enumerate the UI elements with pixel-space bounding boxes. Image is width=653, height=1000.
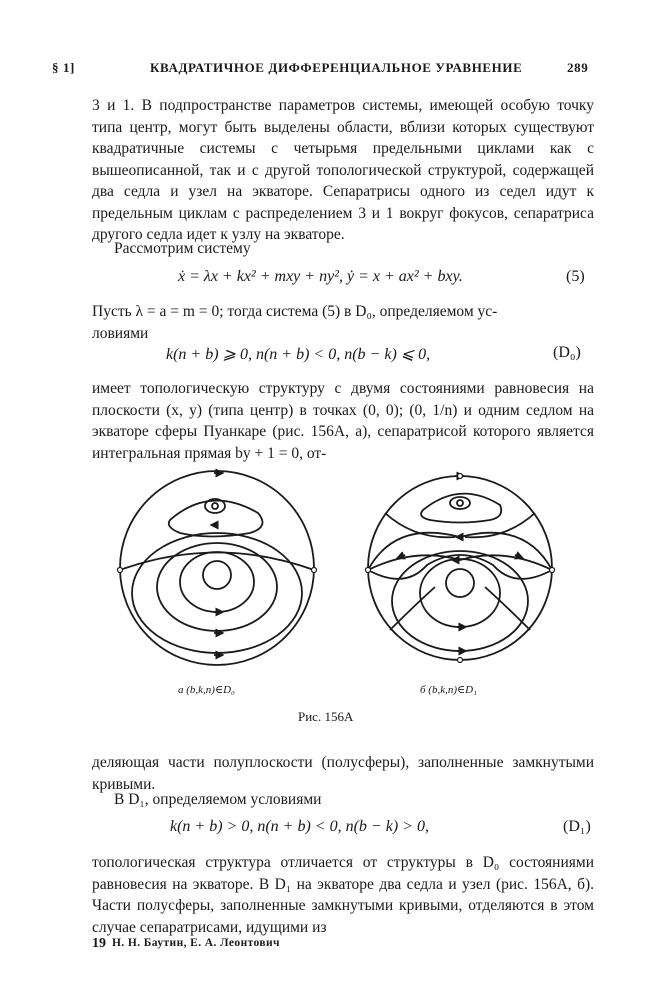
- paragraph-3-line1: Пусть λ = a = m = 0; тогда система (5) в D₀, определяемом ус-: [92, 303, 498, 320]
- lower-cycle-1-b: [392, 551, 528, 651]
- paragraph-1: [92, 95, 594, 246]
- footer-authors: Н. Н. Баутин, Е. А. Леонтович: [112, 937, 280, 949]
- paragraph-2: [92, 238, 594, 260]
- paragraph-3: [92, 301, 594, 344]
- equation-d0: k(n + b) ⩾ 0, n(n + b) < 0, n(b − k) ⩽ 0,: [166, 346, 431, 363]
- sphere-boundary-b: [368, 476, 552, 660]
- page-number: 289: [567, 60, 589, 75]
- equation-5: ẋ = λx + kx² + mxy + ny², ẏ = x + ax² + bxy.: [178, 268, 463, 285]
- paragraph-2-text: Рассмотрим систему: [114, 240, 251, 257]
- equator-node-bottom-b: [458, 658, 463, 663]
- paragraph-5-text: деляющая части полуплоскости (полусферы), заполненные замкнутыми кривыми.: [92, 754, 594, 793]
- figure-a-diagram: [110, 465, 330, 675]
- equator-node-top-b: [458, 474, 463, 479]
- figure-b-diagram: [355, 465, 575, 675]
- figure-a-label: a (b,k,n)∈D₀: [178, 684, 235, 696]
- figure-b-label: б (b,k,n)∈D₁: [420, 684, 477, 696]
- equation-d1: k(n + b) > 0, n(n + b) < 0, n(b − k) > 0,: [170, 818, 429, 835]
- equation-d0-label: (D₀): [553, 344, 581, 361]
- lower-cycle-2-a: [157, 543, 277, 631]
- equator-saddle-right-a: [312, 568, 317, 573]
- paragraph-7-text: топологическая структура отличается от структуры в D₀ состояниями равновесия на экваторе. В D₁ на экваторе два седла и узел (рис. 156А, б). Части полусферы, заполненные замкнутыми кривыми, отделяются в этом случае сепаратрисами, идущими из: [92, 854, 594, 936]
- paragraph-1-text: 3 и 1. В подпространстве параметров системы, имеющей особую точку типа центр, могут быть выделены области, вблизи которых существуют квадратичные системы с четырьмя предельными циклами как с вышеописанной, так и с другой топологической структурой, содержащей два седла и узел на экваторе. Сепаратрисы одного из седел идут к предельным циклам с распределением 3 и 1 вокруг фокусов, сепаратриса другого седла идет к узлу на экваторе.: [92, 97, 594, 243]
- paragraph-4: [92, 378, 594, 464]
- running-title: КВАДРАТИЧНОЕ ДИФФЕРЕНЦИАЛЬНОЕ УРАВНЕНИЕ: [150, 60, 523, 75]
- paragraph-3-line2: ловиями: [92, 324, 149, 342]
- section-mark: § 1]: [52, 60, 75, 75]
- sheet-number: 19: [92, 936, 106, 951]
- paragraph-6: [92, 789, 594, 811]
- paragraph-4-text: имеет топологическую структуру с двумя состояниями равновесия на плоскости (x, y) (типа центр) в точках (0, 0); (0, 1/n) и одним седлом на экваторе сферы Пуанкаре (рис. 156А, a), сепаратрисой которого является интегральная прямая by + 1 = 0, от-: [92, 380, 594, 462]
- equation-d1-label: (D₁): [563, 818, 591, 835]
- equator-saddle-left-b: [366, 568, 371, 573]
- equator-saddle-left-a: [118, 568, 123, 573]
- paragraph-6-text: В D₁, определяемом условиями: [114, 791, 322, 808]
- separatrix-middle-b: [368, 555, 552, 570]
- upper-cycle-a: [169, 501, 263, 537]
- equator-saddle-right-b: [550, 568, 555, 573]
- paragraph-7: [92, 852, 594, 938]
- equation-5-label: (5): [566, 268, 585, 285]
- figure-caption: Рис. 156А: [298, 709, 354, 724]
